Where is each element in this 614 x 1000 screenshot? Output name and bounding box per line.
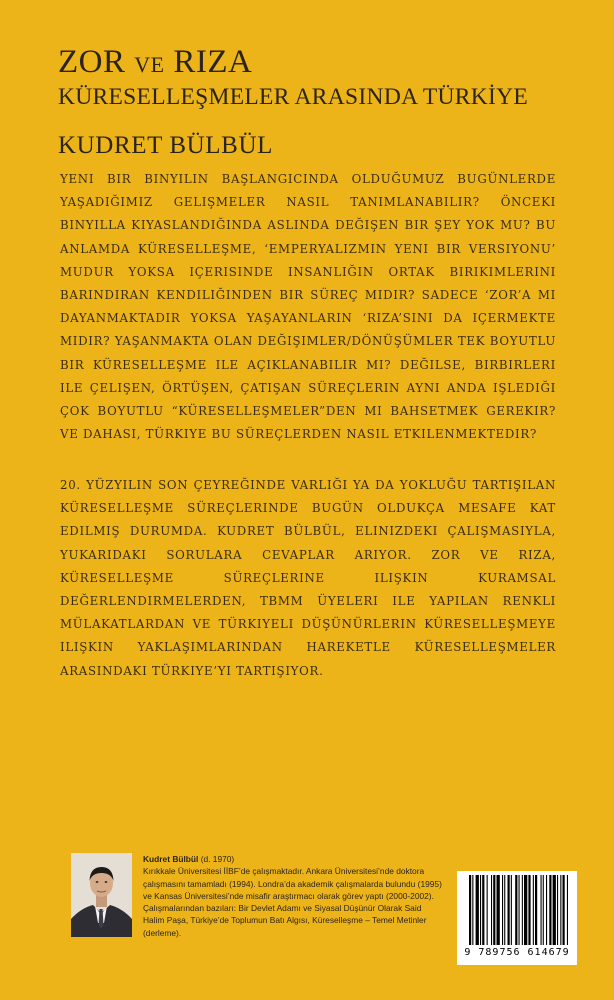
author-name: KUDRET BÜLBÜL xyxy=(58,132,273,159)
book-subtitle: KÜRESELLEŞMELER ARASINDA TÜRKİYE xyxy=(58,84,529,110)
book-title xyxy=(58,44,252,81)
title-word-ve: VE xyxy=(134,52,165,77)
barcode-bars xyxy=(461,875,573,945)
bio-birth-year: (d. 1970) xyxy=(200,854,235,864)
title-word-riza: RIZA xyxy=(173,44,253,80)
author-photo xyxy=(71,853,132,937)
blurb-paragraph-2: 20. YÜZYILIN SON ÇEYREĞINDE VARLIĞI YA DA YOKLUĞU TARTIŞILAN KÜRESELLEŞME SÜREÇLERINDE BUGÜN OLDUKÇA MESAFE KAT EDILMIŞ DURUMDA. KUDRET BÜLBÜL, ELINIZDEKI ÇALIŞMASIYLA, YUKARIDAKI SORULARA CEVAPLAR ARIYOR. ZOR VE RIZA, KÜRESELLEŞME SÜREÇLERINE ILIŞKIN KURAMSAL DEĞERLENDIRMELERDEN, TBMM ÜYELERI ILE YAPILAN RENKLI MÜLAKATLARDAN VE TÜRKIYELI DÜŞÜNÜRLERIN KÜRESELLEŞMEYE ILIŞKIN YAKLAŞIMLARINDAN HAREKETLE KÜRESELLEŞMELER ARASINDAKI TÜRKIYE’YI TARTIŞIYOR. xyxy=(60,478,556,678)
title-word-zor: ZOR xyxy=(58,44,126,80)
blurb-paragraph-1: YENI BIR BINYILIN BAŞLANGICINDA OLDUĞUMUZ BUGÜNLERDE YAŞADIĞIMIZ GELIŞMELER NASIL TANIMLANABILIR? ÖNCEKI BINYILLA KIYASLANDIĞINDA ASLINDA DEĞIŞEN BIR ŞEY YOK MU? BU ANLAMDA KÜRESELLEŞME, ‘EMPERYALIZMIN YENI BIR VERSIYONU’ MUDUR YOKSA IÇERISINDE INSANLIĞIN ORTAK BIRIKIMLERINI BARINDIRAN KENDILIĞINDEN BIR SÜREÇ MIDIR? SADECE ‘ZOR’A MI DAYANMAKTADIR YOKSA YAŞAYANLARIN ‘RIZA’SINI DA IÇERMEKTE MIDIR? YAŞANMAKTA OLAN DEĞIŞIMLER/DÖNÜŞÜMLER TEK BOYUTLU BIR KÜRESELLEŞME ILE AÇIKLANABILIR MI? DEĞILSE, BIRBIRLERI ILE ÇELIŞEN, ÖRTÜŞEN, ÇATIŞAN SÜREÇLERIN AYNI ANDA IŞLEDIĞI ÇOK BOYUTLU “KÜRESELLEŞMELER”DEN MI BAHSETMEK GEREKIR? VE DAHASI, TÜRKIYE BU SÜREÇLERDEN NASIL ETKILENMEKTEDIR? xyxy=(60,172,556,442)
author-bio xyxy=(143,853,443,939)
author-portrait-icon xyxy=(71,853,132,937)
bio-text: Kırıkkale Üniversitesi İİBF’de çalışmaktadır. Ankara Üniversitesi’nde doktora çalışmasını tamamladı (1994). Londra’da akademik çalışmalarda bulundu (1995) ve Kansas Üniversitesi’nde misafir araştırmacı olarak görev yaptı (2000-2002). Çalışmalarından bazıları: Bir Devlet Adamı ve Siyasal Düşünür Olarak Said Halim Paşa, Türkiye’de Toplumun Batı Algısı, Küreselleşme – Temel Metinler (derleme). xyxy=(143,866,442,938)
isbn-barcode xyxy=(457,871,577,965)
bio-author-name: Kudret Bülbül xyxy=(143,854,199,864)
isbn-number: 9 789756 614679 xyxy=(464,947,570,958)
